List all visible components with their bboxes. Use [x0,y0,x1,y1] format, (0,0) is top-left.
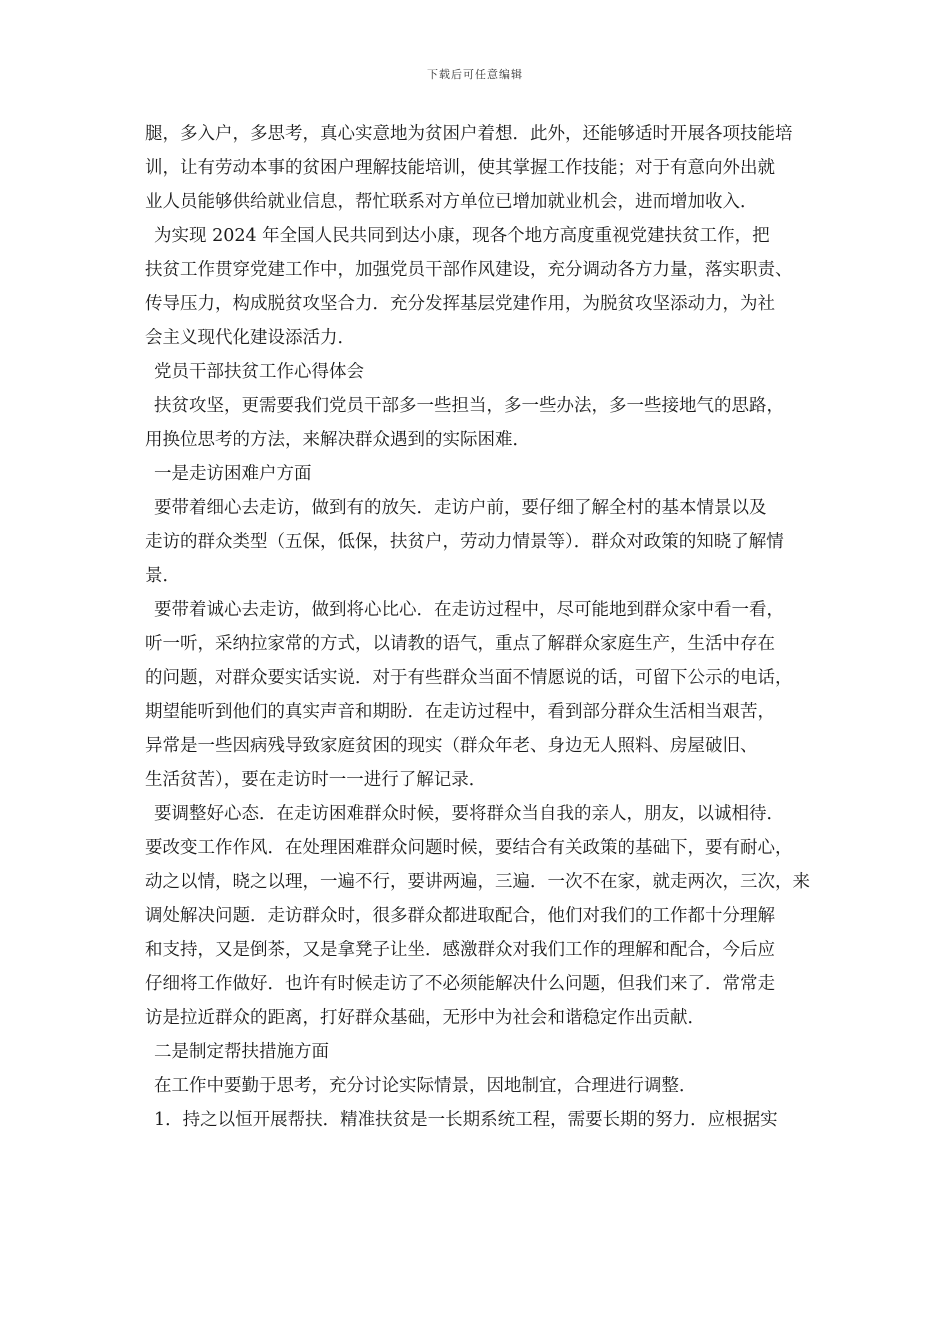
text-line: 要改变工作作风．在处理困难群众问题时候，要结合有关政策的基础下，要有耐心， [145,838,793,858]
text-line: 调处解决问题．走访群众时，很多群众都进取配合，他们对我们的工作都十分理解 [145,906,775,926]
text-line: 景． [145,566,180,586]
text-line: 扶贫工作贯穿党建工作中，加强党员干部作风建设，充分调动各方力量，落实职责、 [145,260,793,280]
text-line: 扶贫攻坚，更需要我们党员干部多一些担当，多一些办法，多一些接地气的思路， [154,396,784,416]
section-heading: 党员干部扶贫工作心得体会 [154,362,364,382]
text-line: 生活贫苦），要在走访时一一进行了解记录． [145,770,487,790]
section-heading: 二是制定帮扶措施方面 [154,1042,329,1062]
text-line: 在工作中要勤于思考，充分讨论实际情景，因地制宜，合理进行调整． [154,1076,697,1096]
text-line: 要带着诚心去走访，做到将心比心．在走访过程中，尽可能地到群众家中看一看， [154,600,784,620]
text-line: 的问题，对群众要实话实说．对于有些群众当面不情愿说的话，可留下公示的电话， [145,668,793,688]
text-line: 和支持，又是倒茶，又是拿凳子让坐．感激群众对我们工作的理解和配合，今后应 [145,940,775,960]
document-body [145,117,815,1137]
text-line: 会主义现代化建设添活力． [145,328,355,348]
text-line: 业人员能够供给就业信息，帮忙联系对方单位已增加就业机会，进而增加收入． [145,192,758,212]
text-line: 仔细将工作做好．也许有时候走访了不必须能解决什么问题，但我们来了．常常走 [145,974,775,994]
text-line: 期望能听到他们的真实声音和期盼．在走访过程中，看到部分群众生活相当艰苦， [145,702,775,722]
text-line: 异常是一些因病残导致家庭贫困的现实（群众年老、身边无人照料、房屋破旧、 [145,736,758,756]
text-line: 1．持之以恒开展帮扶．精准扶贫是一长期系统工程，需要长期的努力．应根据实 [154,1110,778,1130]
text-line: 腿，多入户，多思考，真心实意地为贫困户着想．此外，还能够适时开展各项技能培 [145,124,793,144]
text-line: 走访的群众类型（五保，低保，扶贫户，劳动力情景等）．群众对政策的知晓了解情 [145,532,784,552]
text-line: 为实现 2024 年全国人民共同到达小康，现各个地方高度重视党建扶贫工作，把 [154,226,770,246]
text-line: 要调整好心态．在走访困难群众时候，要将群众当自我的亲人，朋友，以诚相待． [154,804,784,824]
text-line: 动之以情，晓之以理，一遍不行，要讲两遍，三遍．一次不在家，就走两次，三次，来 [145,872,810,892]
text-line: 要带着细心去走访，做到有的放矢．走访户前，要仔细了解全村的基本情景以及 [154,498,767,518]
text-line: 用换位思考的方法，来解决群众遇到的实际困难． [145,430,530,450]
text-line: 访是拉近群众的距离，打好群众基础，无形中为社会和谐稳定作出贡献． [145,1008,705,1028]
text-line: 传导压力，构成脱贫攻坚合力．充分发挥基层党建作用，为脱贫攻坚添动力，为社 [145,294,775,314]
section-heading: 一是走访困难户方面 [154,464,312,484]
text-line: 听一听，采纳拉家常的方式，以请教的语气，重点了解群众家庭生产，生活中存在 [145,634,775,654]
page-header: 下载后可任意编辑 [427,68,523,81]
text-line: 训，让有劳动本事的贫困户理解技能培训，使其掌握工作技能；对于有意向外出就 [145,158,775,178]
